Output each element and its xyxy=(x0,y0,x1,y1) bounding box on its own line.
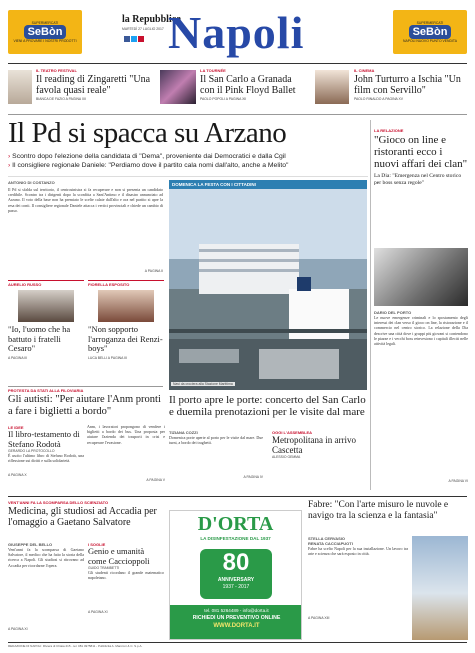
ballet-photo xyxy=(160,70,196,104)
fabre-page: A PAGINA XIII xyxy=(308,616,330,620)
issue-date: MARTEDÌ 27 LUGLIO 2017 xyxy=(122,27,164,31)
port-page: A PAGINA IV xyxy=(243,475,263,479)
rodota-section: LE IDEE xyxy=(8,425,24,430)
interview-russo[interactable] xyxy=(8,280,84,382)
rodota-byline: GERARDO LA PROTOCOLLO xyxy=(8,449,55,453)
clan-photo xyxy=(374,248,468,306)
fabre-article[interactable] xyxy=(308,536,408,640)
interview-byline: LUCA BELLI A PAGINA III xyxy=(88,355,127,360)
edition-title: Napoli xyxy=(168,7,305,58)
genio-byline: GUIDO TRAMBETTI xyxy=(88,566,120,570)
metro-title: Metropolitana in arrivo Cascetta xyxy=(272,435,356,455)
clan-article[interactable] xyxy=(374,310,468,490)
ad-url: WWW.DORTA.IT xyxy=(213,623,260,629)
anm-page: A PAGINA V xyxy=(146,478,165,482)
teaser-zingaretti[interactable] xyxy=(36,68,151,110)
clan-subhead: La Dia: "Emergenza nel Centro storico per boss senza regole" xyxy=(374,173,462,186)
anm-headline: Gli autisti: "Per aiutare l'Anm pronti a fare i biglietti a bordo" xyxy=(8,394,161,417)
photo-section-label: DOMENICA LA FESTA CON I CITTADINI xyxy=(169,180,367,189)
port-byline: TIZIANA COZZI xyxy=(169,430,198,435)
promo-sub-text: VIENI A PROVARE I NOSTRI PRODOTTI xyxy=(13,39,77,43)
rodota-article[interactable] xyxy=(8,425,84,487)
teaser-title: Il reading di Zingaretti "Una favola quasi reale" xyxy=(36,74,151,96)
port-body: Domenica porte aperte al porto per le visite dal mare. Due turni, a bordo dei traghetti. xyxy=(169,435,263,446)
dorta-ad[interactable] xyxy=(169,510,302,640)
youtube-icon xyxy=(138,36,144,42)
turturro-photo xyxy=(315,70,349,104)
teaser-byline: BIANCA DE FAZIO A PAGINA XII xyxy=(36,97,87,101)
rodota-title: Il libro-testamento di Stefano Rodotà xyxy=(8,429,80,449)
interview-byline: A PAGINA III xyxy=(8,355,28,360)
promo-brand: SeBòn xyxy=(27,26,63,38)
metro-section: OGGI L'ASSEMBLEA xyxy=(272,430,313,435)
fabre-headline: Fabre: "Con l'arte misuro le nuvole e navigo tra la scienza e la fantasia" xyxy=(308,500,449,521)
clan-page: A PAGINA VI xyxy=(448,479,468,483)
teaser-san-carlo[interactable] xyxy=(200,68,306,110)
clan-quote: "Gioco on line e ristoranti ecco i nuovi affari dei clan" xyxy=(374,134,468,170)
teaser-title: John Turturro a Ischia "Un film con Servillo" xyxy=(354,74,461,96)
main-bullets xyxy=(8,152,364,170)
interview-quote: "Non sopporto l'arroganza dei Renzi-boys" xyxy=(88,324,163,353)
metro-byline: ALESSIO GEMMA xyxy=(272,455,301,459)
cruise-ship-illustration xyxy=(169,189,367,390)
russo-photo xyxy=(18,290,74,322)
bullet-2: › Il consigliere regionale Daniele: "Perdiamo dove il partito cala nomi dall'alto, anche a Melito" xyxy=(8,162,289,169)
page-footer: REDAZIONE DI NAPOLI: Riviera di Chiaia 215 - tel. 081 4975811 - Pubblicità A. Manzoni & C. S.p.A. xyxy=(8,644,143,648)
fabre-body: Fabre ha scelto Napoli per la sua installazione. Un lavoro tra arte e scienza che sarà esposto in città. xyxy=(308,546,408,557)
teaser-title: Il San Carlo a Granada con il Pink Floyd Ballet xyxy=(200,74,296,96)
interview-section: FIORELLA ESPOSITO xyxy=(88,282,130,287)
anm-article[interactable] xyxy=(87,424,165,486)
clan-block[interactable] xyxy=(374,128,468,246)
genio-title: Genio e umanità come Caccioppoli xyxy=(88,546,150,566)
badge-word: ANNIVERSARY xyxy=(217,577,255,583)
right-promo-ad[interactable] xyxy=(393,10,467,54)
clan-section: LA RELAZIONE xyxy=(374,128,404,133)
teaser-byline: PAOLO RINALDO A PAGINA XV xyxy=(354,97,404,101)
teaser-section: IL TEATRO FESTIVAL xyxy=(36,68,77,73)
promo-brand: SeBòn xyxy=(412,26,448,38)
medicina-section: VENT'ANNI FA LA SCOMPARSA DELLO SCIENZIATO xyxy=(8,500,109,505)
esposito-photo xyxy=(98,290,154,322)
medicina-article[interactable] xyxy=(8,542,84,640)
left-promo-ad[interactable] xyxy=(8,10,82,54)
promo-sub-text: NAPOLI NUOVO PUNTO VENDITA xyxy=(403,39,457,43)
rodota-body: È uscito l'ultimo libro di Stefano Rodotà, una riflessione sui diritti e sulla solidarietà. xyxy=(8,453,84,464)
bullet-text: Scontro dopo l'elezione della candidata di "Dema", proveniente dai Democratici e dalla Cgil xyxy=(12,153,286,160)
bullet-1: › Scontro dopo l'elezione della candidata di "Dema", proveniente dai Democratici e dalla Cgil xyxy=(8,153,286,160)
clan-body: Le nuove emergenze criminali e lo spostamento degli interessi dei clan verso il gioco on line, la ristorazione e il commercio nel centro storico. La relazione della Dia descrive una città dove i gruppi più giovani si contendono le piazze e i vecchi boss reinvestono i capitali illeciti nelle attività legali. xyxy=(374,315,468,347)
ad-tagline: LA DISINFESTAZIONE DAL 1937 xyxy=(200,536,271,541)
port-article[interactable] xyxy=(169,430,263,490)
medicina-page: A PAGINA XI xyxy=(8,627,28,631)
medicina-headline-block[interactable] xyxy=(8,500,163,540)
genio-page: A PAGINA XI xyxy=(88,610,108,615)
metro-article[interactable] xyxy=(272,430,367,490)
ad-footer xyxy=(170,605,302,640)
anniversary-badge xyxy=(200,549,272,599)
article-byline: ANTONIO DI COSTANZO xyxy=(8,180,55,185)
rodota-page: A PAGINA X xyxy=(8,473,27,478)
teaser-byline: PAOLO POPOLI A PAGINA XII xyxy=(200,97,247,101)
fabre-statue-photo xyxy=(412,536,468,640)
genio-article[interactable] xyxy=(88,542,164,640)
main-headline[interactable]: Il Pd si spacca su Arzano xyxy=(8,117,287,149)
medicina-body: Vent'anni fa la scomparsa di Gaetano Salvatore, il medico che ha fatto la storia della ricerca a Napoli. Gli studiosi si ritrovano ad Accadia per ricordarne l'opera. xyxy=(8,547,84,568)
anm-section: PROTESTA DA STATI ALLA FILOVIARIA xyxy=(8,388,84,393)
port-headline: Il porto apre le porte: concerto del San Carlo e duemila prenotazioni per le visite dal mare xyxy=(169,394,366,418)
promo-top-text: SUPERMERCATI xyxy=(416,21,444,25)
teaser-section: IL CINEMA xyxy=(354,68,375,73)
photo-credit: Navi da crociera alla Stazione Marittima xyxy=(173,382,233,386)
interview-esposito[interactable] xyxy=(88,280,164,382)
port-headline-block[interactable] xyxy=(169,394,367,428)
genio-body: Gli studenti ricordano il grande matematico napoletano. xyxy=(88,570,164,581)
medicina-headline: Medicina, gli studiosi ad Accadia per l'omaggio a Gaetano Salvatore xyxy=(8,506,157,528)
interview-quote: "Io, l'uomo che ha battuto i fratelli Cesaro" xyxy=(8,324,71,353)
sebon-logo xyxy=(24,25,67,39)
genio-section: I SOGLIE xyxy=(88,542,106,547)
fabre-headline-block[interactable] xyxy=(308,500,468,532)
promo-top-text: SUPERMERCATI xyxy=(31,21,59,25)
ad-cta: RICHIEDI UN PREVENTIVO ONLINE xyxy=(192,615,281,621)
teaser-section: LA TOURNÉE xyxy=(200,68,226,73)
bullet-text: Il consigliere regionale Daniele: "Perdiamo dove il partito cala nomi dall'alto, anche a Melito" xyxy=(12,162,289,169)
fabre-section: STELLA CERVASIO xyxy=(308,536,346,541)
anm-body: Anm, i lavoratori propongono di vendere i biglietti a bordo dei bus. Una proposta per aiutare l'azienda dei trasporti in crisi e recuperare l'evasione. xyxy=(87,424,165,445)
main-article[interactable] xyxy=(8,180,163,280)
article-body: Il Pd si sfalda sul territorio, il centrosinistra si fa recuperare e non si presenta un candidato credibile. Scontro tra i dirigenti dopo la sconfitta a Sant'Antimo e il disastro annunciato ad Arzano. Il voto della base non ha premiato le scelte calate dall'alto e ora nel partito si apre la resa dei conti. Il consigliere regionale Daniele attacca i vertici provinciali e chiede un cambio di passo. xyxy=(8,187,163,213)
facebook-icon xyxy=(124,36,130,42)
interview-section: AURELIO RUSSO xyxy=(8,282,42,287)
twitter-icon xyxy=(131,36,137,42)
ad-phone: tel. 081 5264489 - info@dorta.it xyxy=(204,608,269,613)
medicina-byline: GIUSEPPE DEL BELLO xyxy=(8,542,53,547)
clan-byline: DARIO DEL PORTO xyxy=(374,310,412,315)
ad-brand: D'ORTA xyxy=(197,513,274,535)
sebon-logo xyxy=(409,25,452,39)
port-photo xyxy=(169,180,367,390)
badge-number: 80 xyxy=(222,549,250,576)
social-icons xyxy=(124,36,152,44)
badge-years: 1937 - 2017 xyxy=(222,584,250,590)
article-page: A PAGINA II xyxy=(144,269,163,273)
fabre-byline: RENATA CACCIAPUOTI xyxy=(308,541,353,546)
teaser-turturro[interactable] xyxy=(354,68,467,110)
newspaper-name: la Repubblica xyxy=(122,14,182,25)
zingaretti-photo xyxy=(8,70,32,104)
